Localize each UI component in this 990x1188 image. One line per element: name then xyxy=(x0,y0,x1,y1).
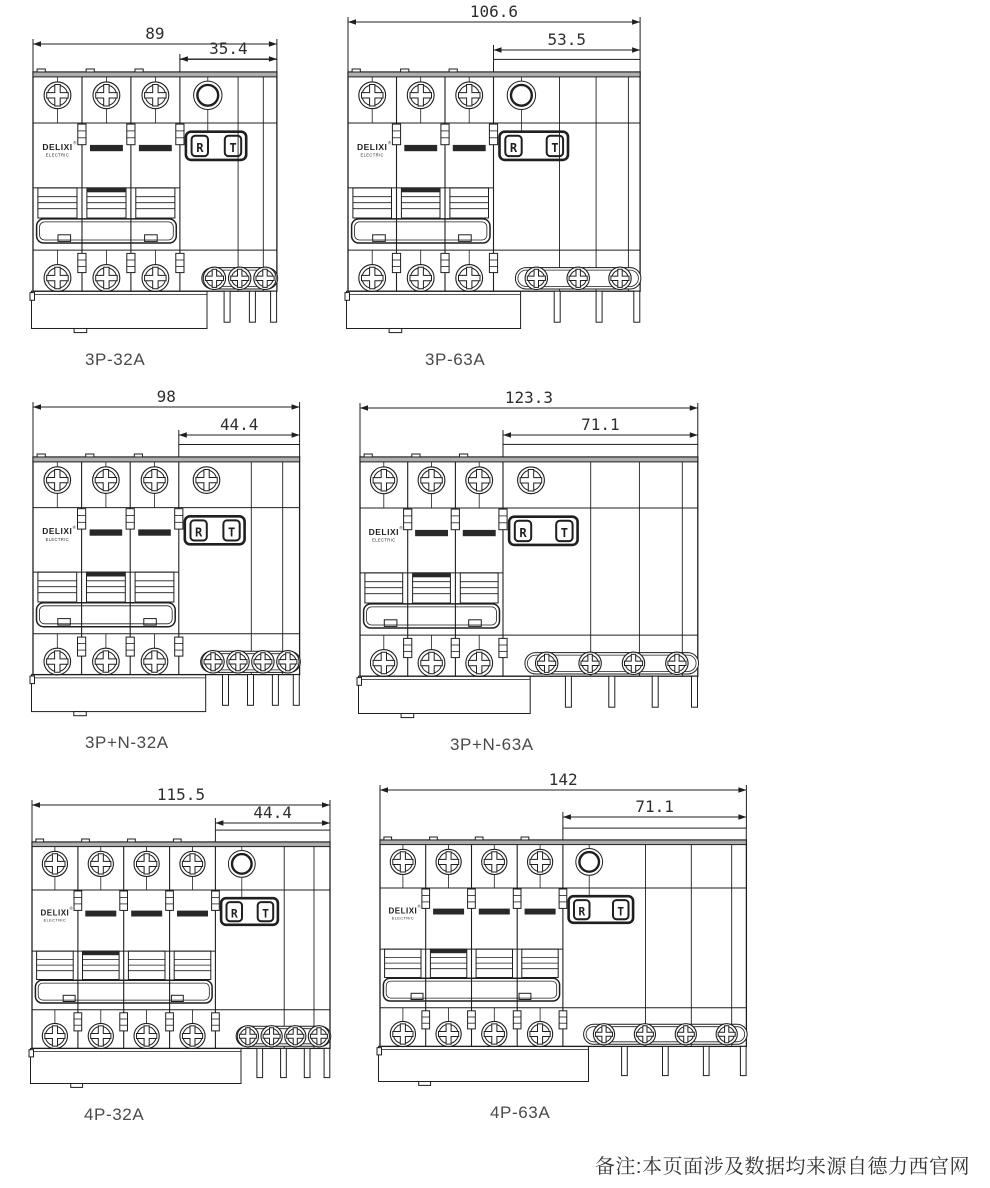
terminal-pin xyxy=(622,1046,628,1075)
dim-total-width: 89 xyxy=(145,23,165,43)
top-rail-strip xyxy=(33,457,300,462)
handle-bar xyxy=(85,911,116,917)
dim-total-width: 98 xyxy=(156,387,176,407)
top-rail-strip xyxy=(32,842,330,847)
dim-total-width: 123.3 xyxy=(504,387,553,407)
breaker-drawing-svg xyxy=(370,764,756,1095)
delixi-logo: DELIXI xyxy=(368,526,399,537)
terminal-pin xyxy=(272,675,278,706)
terminal-pin xyxy=(293,675,299,706)
delixi-logo: DELIXI xyxy=(42,526,73,537)
figure-label: 4P-32A xyxy=(84,1105,145,1125)
handle-bar xyxy=(139,145,172,151)
terminal-pin xyxy=(634,291,640,322)
svg-text:®: ® xyxy=(399,525,403,531)
terminal-pin xyxy=(691,676,697,707)
din-mount-box xyxy=(31,1048,242,1083)
svg-text:R: R xyxy=(230,906,238,921)
terminal-pin xyxy=(281,1048,287,1077)
top-rail-strip xyxy=(33,72,277,77)
terminal-pin xyxy=(249,291,255,322)
delixi-logo: DELIXI xyxy=(357,141,388,152)
breaker-drawing-svg xyxy=(350,381,708,727)
handle-bar xyxy=(463,530,496,536)
terminal-pin xyxy=(740,1046,746,1075)
rcd-top-flange xyxy=(180,59,277,72)
din-mount-box xyxy=(31,675,205,712)
dim-total-width: 106.6 xyxy=(469,1,519,21)
svg-text:T: T xyxy=(560,525,569,540)
terminal-pin xyxy=(609,676,615,707)
terminal-pin xyxy=(554,291,560,322)
delixi-logo-sub: ELECTRIC xyxy=(43,917,67,923)
handle-bar xyxy=(479,909,510,915)
handle-bar xyxy=(90,145,123,151)
breaker-drawing-svg xyxy=(23,381,310,726)
dim-right-width: 71.1 xyxy=(635,797,674,817)
dim-total-width: 115.5 xyxy=(156,785,206,804)
rcd-top-flange xyxy=(215,830,330,842)
delixi-logo-sub: ELECTRIC xyxy=(45,536,69,542)
dim-right-width: 44.4 xyxy=(219,415,259,435)
breaker-drawing-svg xyxy=(338,0,650,342)
breaker-drawing xyxy=(350,381,708,732)
svg-text:T: T xyxy=(617,904,625,919)
rcd-top-flange xyxy=(563,828,746,840)
din-mount-box xyxy=(359,676,531,713)
handle-bar xyxy=(415,530,448,536)
terminal-pin xyxy=(271,291,277,322)
svg-text:®: ® xyxy=(72,524,77,530)
top-rail-strip xyxy=(380,840,746,845)
handle-bar xyxy=(525,909,556,915)
top-rail-strip xyxy=(348,72,640,77)
handle-bar xyxy=(404,145,437,151)
dim-right-width: 71.1 xyxy=(581,414,620,434)
terminal-pin xyxy=(596,291,602,322)
breaker-drawing-svg xyxy=(23,0,287,342)
rcd-top-flange xyxy=(493,59,640,72)
figure-label: 3P+N-32A xyxy=(85,733,169,753)
breaker-drawing xyxy=(23,0,287,347)
delixi-logo-sub: ELECTRIC xyxy=(391,915,415,921)
handle-bar xyxy=(138,529,171,535)
terminal-pin xyxy=(224,291,230,322)
dim-total-width: 142 xyxy=(548,770,578,790)
svg-text:®: ® xyxy=(417,904,421,910)
breaker-drawing-svg xyxy=(22,766,340,1097)
handle-bar xyxy=(90,529,123,535)
svg-text:R: R xyxy=(509,140,518,155)
terminal-pin xyxy=(257,1048,263,1077)
dim-right-width: 53.5 xyxy=(547,29,587,49)
terminal-pin xyxy=(324,1048,330,1077)
delixi-logo-sub: ELECTRIC xyxy=(360,152,384,158)
rcd-top-flange xyxy=(179,445,300,457)
delixi-logo: DELIXI xyxy=(40,908,70,918)
dim-right-width: 44.4 xyxy=(253,803,292,822)
terminal-pin xyxy=(662,1046,668,1075)
terminal-pin xyxy=(247,675,253,706)
din-mount-box xyxy=(31,291,206,328)
svg-text:R: R xyxy=(578,904,586,919)
svg-text:R: R xyxy=(519,525,527,540)
figure-label: 3P+N-63A xyxy=(450,735,534,755)
svg-text:R: R xyxy=(194,525,203,540)
svg-text:R: R xyxy=(196,140,204,155)
svg-text:T: T xyxy=(227,525,236,540)
delixi-logo: DELIXI xyxy=(42,141,73,152)
delixi-logo-sub: ELECTRIC xyxy=(372,537,396,543)
breaker-drawing xyxy=(338,0,650,347)
din-mount-box xyxy=(347,291,521,328)
delixi-logo-sub: ELECTRIC xyxy=(45,152,70,158)
handle-bar xyxy=(453,145,486,151)
figure-label: 4P-63A xyxy=(490,1103,551,1123)
breaker-drawing xyxy=(23,381,310,731)
din-mount-box xyxy=(378,1046,588,1081)
svg-text:®: ® xyxy=(387,140,392,146)
terminal-pin xyxy=(304,1048,310,1077)
handle-bar xyxy=(177,911,208,917)
terminal-pin xyxy=(703,1046,709,1075)
terminal-pin xyxy=(222,675,228,706)
svg-text:®: ® xyxy=(73,140,77,146)
terminal-pin xyxy=(652,676,658,707)
top-rail-strip xyxy=(360,457,698,462)
figure-label: 3P-32A xyxy=(85,350,146,370)
breaker-drawing xyxy=(370,764,756,1100)
rcd-top-flange xyxy=(503,444,698,457)
breaker-drawing xyxy=(22,766,340,1102)
delixi-logo: DELIXI xyxy=(388,906,418,916)
handle-bar xyxy=(131,911,162,917)
terminal-pin xyxy=(565,676,571,707)
note-text: 备注:本页面涉及数据均来源自德力西官网 xyxy=(594,1156,970,1178)
svg-text:T: T xyxy=(551,140,559,155)
svg-text:T: T xyxy=(262,906,269,921)
dim-right-width: 35.4 xyxy=(209,38,248,58)
handle-bar xyxy=(433,909,464,915)
figure-label: 3P-63A xyxy=(425,350,486,370)
svg-text:T: T xyxy=(229,140,237,155)
svg-text:®: ® xyxy=(69,906,73,912)
breaker-body xyxy=(33,457,300,675)
